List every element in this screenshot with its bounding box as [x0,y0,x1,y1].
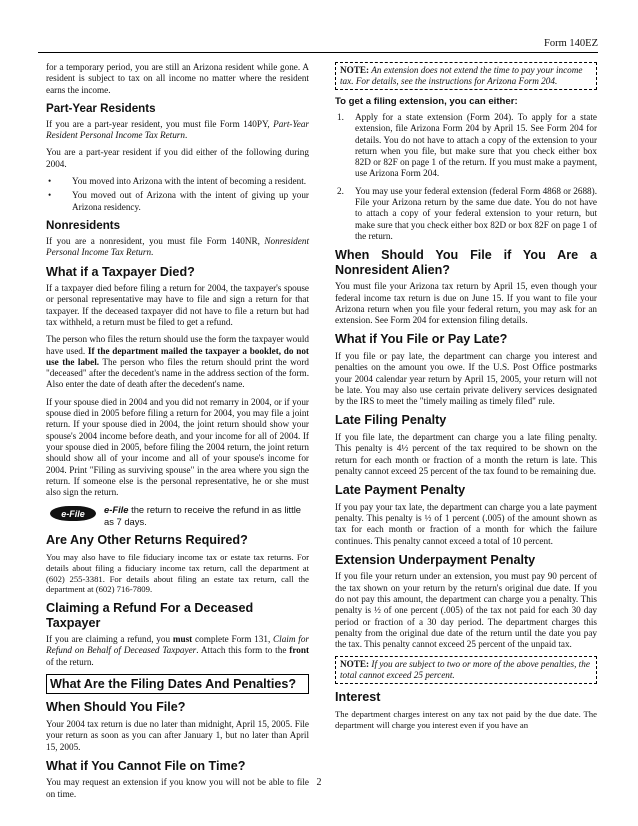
text-run: of the return. [46,656,94,667]
text-run: . Attach this form to the [196,645,290,656]
other-returns-paragraph: You may also have to file fiduciary income tax or estate tax returns. For details about filing a fiduciary income tax return, call the department at (602) 255-3381. For details about filing an estate tax return, call the department at (602) 716-7809. [46,551,309,595]
form-title-140nr: Nonresident Personal Income Tax Return [46,235,309,258]
note-extension [335,62,597,90]
right-column [335,62,597,736]
heading-nonresidents: Nonresidents [46,218,121,232]
ext-underpayment-paragraph: If you file your return under an extension, you must pay 90 percent of the tax shown on your return by the return's original due date. If you do not pay this amount, the department can charge you a penalty. This penalty is ½ of one percent (.005) of the tax not paid for each 30 day period or fraction of a 30 day period. The department charges this penalty from the original due date of the return until the date you pay the tax. This penalty cannot exceed 25 percent of the unpaid tax. [335,571,597,650]
step-number: 2. [337,185,344,196]
text-run: the return to receive the refund in as little as 7 days. [104,504,301,527]
note-label: NOTE: [340,65,370,75]
list-item [46,190,309,213]
left-column [46,62,309,806]
file-late-paragraph: If you file or pay late, the department can charge you interest and penalties on the amount you owe. If the U.S. Post Office postmarks your 2004 calendar year return by April 15, 2005, your return will not be late. You may also use certain private delivery services designated by the IRS to meet the "timely mailing as timely filed" rule. [335,350,597,407]
text-run: . [151,247,154,258]
taxpayer-died-paragraph-3: If your spouse died in 2004 and you did not remarry in 2004, or if your spouse died in 2005 before filing a return for 2004, you may file a joint return. If your spouse died in 2004, the joint return should show your spouse's 2004 income before death, and your income for all of 2004. If your spouse died in 2005, before filing the 2004 return, the joint return should show all of your income and all of your spouse's income for 2004. Print "Filing as surviving spouse" in the area where you sign the return. If someone else is the personal representative, he or she must also sign the return. [46,396,309,498]
note-label: NOTE: [340,659,370,670]
heading-extension: To get a filing extension, you can either: [335,96,518,107]
cannot-file-paragraph: You may request an extension if you know you will not be able to file on time. [46,777,309,799]
heading-file-late: What if You File or Pay Late? [335,332,508,347]
heading-part-year-residents: Part-Year Residents [46,101,156,115]
heading-refund-deceased: Claiming a Refund For a Deceased Taxpayer [46,601,254,630]
bullet-icon: • [48,176,52,187]
form-title-140py: Part-Year Resident Personal Income Tax Return [46,118,309,141]
list-item [335,112,597,180]
bullet-icon: • [48,190,52,201]
taxpayer-died-paragraph-2 [46,334,309,390]
form-title-131: Claim for Refund on Behalf of Deceased Taxpayer [46,634,309,656]
efile-logo-icon: e-File [50,506,96,521]
text-run: complete Form 131, [192,634,274,645]
bold-instruction: If the department mailed the taxpayer a booklet, do not use the label. [46,345,309,367]
step-number: 1. [337,112,344,122]
heading-other-returns: Are Any Other Returns Required? [46,533,248,548]
bullet-text: You moved out of Arizona with the intent of giving up your Arizona residency. [72,190,309,212]
text-run: The person who files the return should use the form the taxpayer would have used. [46,334,309,356]
heading-nonresident-alien: When Should You File if You Are a Nonresident Alien? [335,248,597,277]
refund-deceased-paragraph [46,634,309,668]
nonresidents-paragraph [46,236,309,259]
taxpayer-died-paragraph-1: If a taxpayer died before filing a return for 2004, the taxpayer's spouse or personal representative may have to file and sign a return for that taxpayer. If the deceased taxpayer did not have to file a return but had tax withheld, a return must be filed to get a refund. [46,283,309,327]
heading-interest: Interest [335,690,381,705]
text-run: If you are a part-year resident, you must file Form 140PY, [46,118,274,129]
header-rule [38,52,598,53]
intro-paragraph: for a temporary period, you are still an Arizona resident while gone. A resident is subject to tax on all income no matter where the resident earns the income. [46,62,309,95]
extension-steps [335,112,597,242]
note-text: If you are subject to two or more of the above penalties, the total cannot exceed 25 percent. [340,659,590,681]
text-run: If you are claiming a refund, you [46,634,173,645]
heading-ext-underpayment: Extension Underpayment Penalty [335,552,536,567]
heading-when-file: When Should You File? [46,700,186,715]
list-item [46,176,309,187]
filing-dates-box [46,674,309,695]
text-run: If you are a nonresident, you must file Form 140NR, [46,235,265,246]
text-run: . [184,130,188,141]
step-text: Apply for a state extension (Form 204). To apply for a state extension, file Arizona Form 204 by April 15. See Form 204 for details. You do not have to attach a copy of the extension to your return when you file, but make sure that you check either box 82D or 82F on page 1 of the return. If you must make a payment, use Arizona Form 204. [355,112,597,179]
nonresident-alien-paragraph: You must file your Arizona tax return by April 15, even though your federal income tax return is due on June 15. If you want to file your Arizona return when you file your federal return, you may ask for an extension. See Form 204 for extension filing details. [335,281,597,326]
heading-taxpayer-died: What if a Taxpayer Died? [46,264,195,279]
heading-filing-dates: What Are the Filing Dates And Penalties? [50,676,297,691]
heading-late-filing: Late Filing Penalty [335,413,447,428]
when-file-paragraph: Your 2004 tax return is due no later than midnight, April 15, 2005. File your return as soon as you can after January 1, but no later than April 15, 2005. [46,718,309,752]
note-penalties [335,656,597,684]
bullet-text: You moved into Arizona with the intent of becoming a resident. [72,176,307,187]
late-payment-paragraph: If you pay your tax late, the department can charge you a late payment penalty. This penalty is ½ of 1 percent (.005) of the amount shown as tax for each month or fraction of a month for which the failure continues. This penalty cannot exceed a total of 10 percent. [335,501,597,546]
heading-cannot-file: What if You Cannot File on Time? [46,758,246,773]
text-run: The person who files the return should print the word "deceased" after the decedent's name in the address section of the form. Also enter the date of death after the decedent's name. [46,356,310,390]
part-year-bullets [46,176,309,213]
interest-paragraph: The department charges interest on any tax not paid by the due date. The department will charge you interest even if you have an [335,708,597,730]
efile-callout [46,504,309,527]
heading-late-payment: Late Payment Penalty [335,483,466,498]
step-text: You may use your federal extension (federal Form 4868 or 2688). File your Arizona return by the same due date. You do not have to attach a copy of your federal extension to your return, but make sure that you check either box 82D or box 82F on page 1 of the return. [355,185,597,241]
list-item [335,186,597,242]
bold-word: must [172,634,193,645]
note-text: An extension does not extend the time to pay your income tax. For details, see the instructions for Arizona Form 204. [340,65,583,86]
page-number: 2 [316,777,322,788]
bold-word: front [289,645,309,656]
late-filing-paragraph: If you file late, the department can charge you a late filing penalty. This penalty is 4½ percent of the tax required to be shown on the return for each month or fraction of a month the return is late. This penalty cannot exceed 25 percent of the tax found to be remaining due. [335,431,597,476]
form-label: Form 140EZ [544,38,598,49]
part-year-paragraph-1 [46,119,309,142]
efile-text [104,504,309,527]
efile-emphasis: e-File [104,504,129,516]
part-year-paragraph-2: You are a part-year resident if you did either of the following during 2004. [46,147,309,169]
